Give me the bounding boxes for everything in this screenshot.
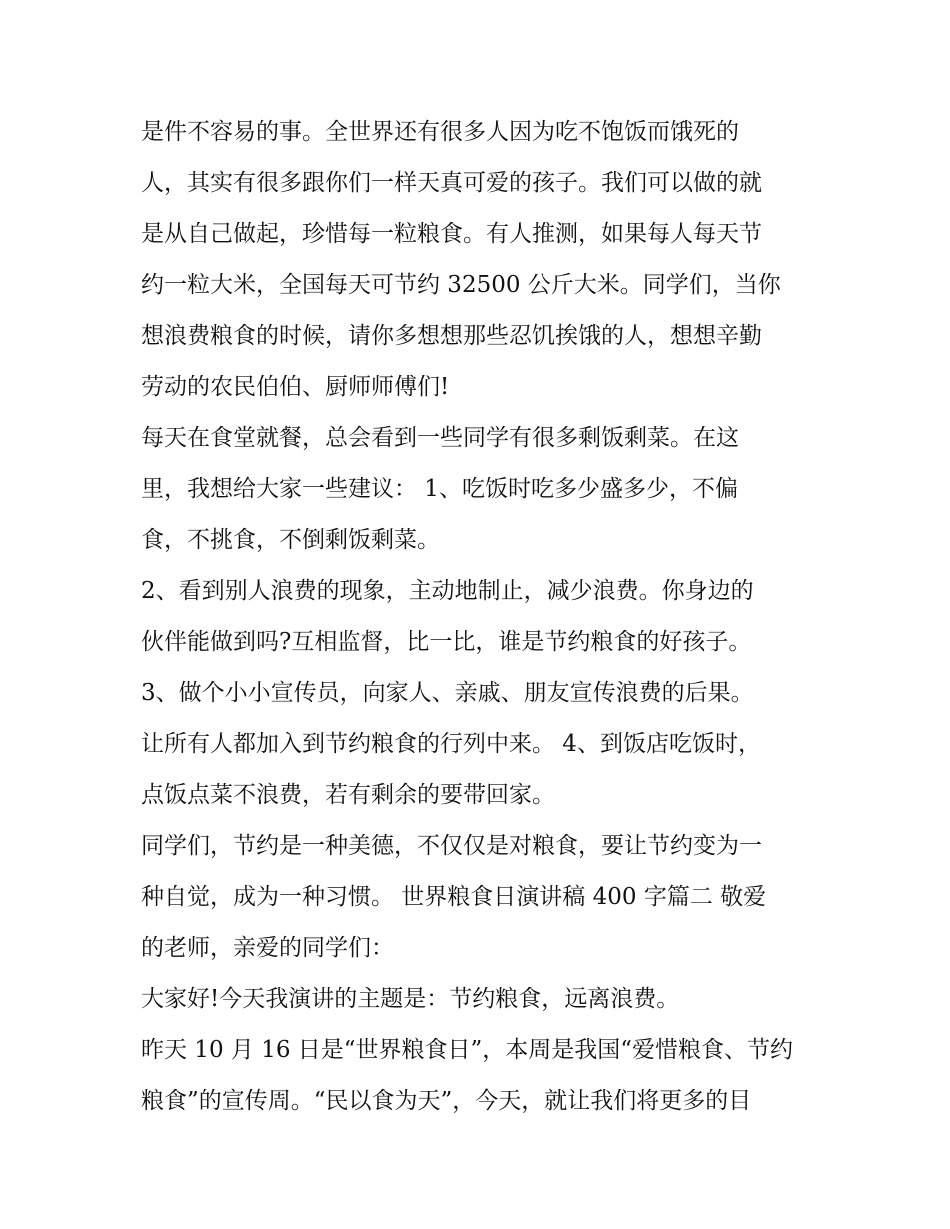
text-line: 是件不容易的事。全世界还有很多人因为吃不饱饭而饿死的 [141,119,739,145]
text-line: 种自觉，成为一种习惯。 世界粮食日演讲稿 400 字篇二 敬爱 [141,884,767,910]
text-line: 人，其实有很多跟你们一样天真可爱的孩子。我们可以做的就 [141,170,762,196]
text-line: 让所有人都加入到节约粮食的行列中来。 4、到饭店吃饭时， [141,731,761,757]
text-line: 里，我想给大家一些建议： 1、吃饭时吃多少盛多少，不偏 [141,476,738,502]
text-line: 昨天 10 月 16 日是“世界粮食日”，本周是我国“爱惜粮食、节约 [141,1037,794,1063]
text-line: 约一粒大米，全国每天可节约 32500 公斤大米。同学们，当你 [141,272,781,298]
text-line: 劳动的农民伯伯、厨师师傅们! [141,374,450,400]
text-line: 的老师，亲爱的同学们： [141,935,394,961]
text-line: 是从自己做起，珍惜每一粒粮食。有人推测，如果每人每天节 [141,221,762,247]
text-line: 伙伴能做到吗?互相监督，比一比，谁是节约粮食的好孩子。 [141,629,752,655]
text-line: 粮食”的宣传周。“民以食为天”，今天，就让我们将更多的目 [141,1088,752,1114]
text-line: 点饭点菜不浪费，若有剩余的要带回家。 [141,782,555,808]
text-line: 食，不挑食，不倒剩饭剩菜。 [141,527,440,553]
text-line: 大家好!今天我演讲的主题是：节约粮食，远离浪费。 [141,986,680,1012]
text-line: 想浪费粮食的时候，请你多想想那些忍饥挨饿的人，想想辛勤 [141,323,762,349]
text-line: 3、做个小小宣传员，向家人、亲戚、朋友宣传浪费的后果。 [141,680,754,706]
text-line: 2、看到别人浪费的现象，主动地制止，减少浪费。你身边的 [141,578,754,604]
text-line: 每天在食堂就餐，总会看到一些同学有很多剩饭剩菜。在这 [141,425,739,451]
speech-body-text [141,107,831,1127]
text-line: 同学们，节约是一种美德，不仅仅是对粮食，要让节约变为一 [141,833,762,859]
